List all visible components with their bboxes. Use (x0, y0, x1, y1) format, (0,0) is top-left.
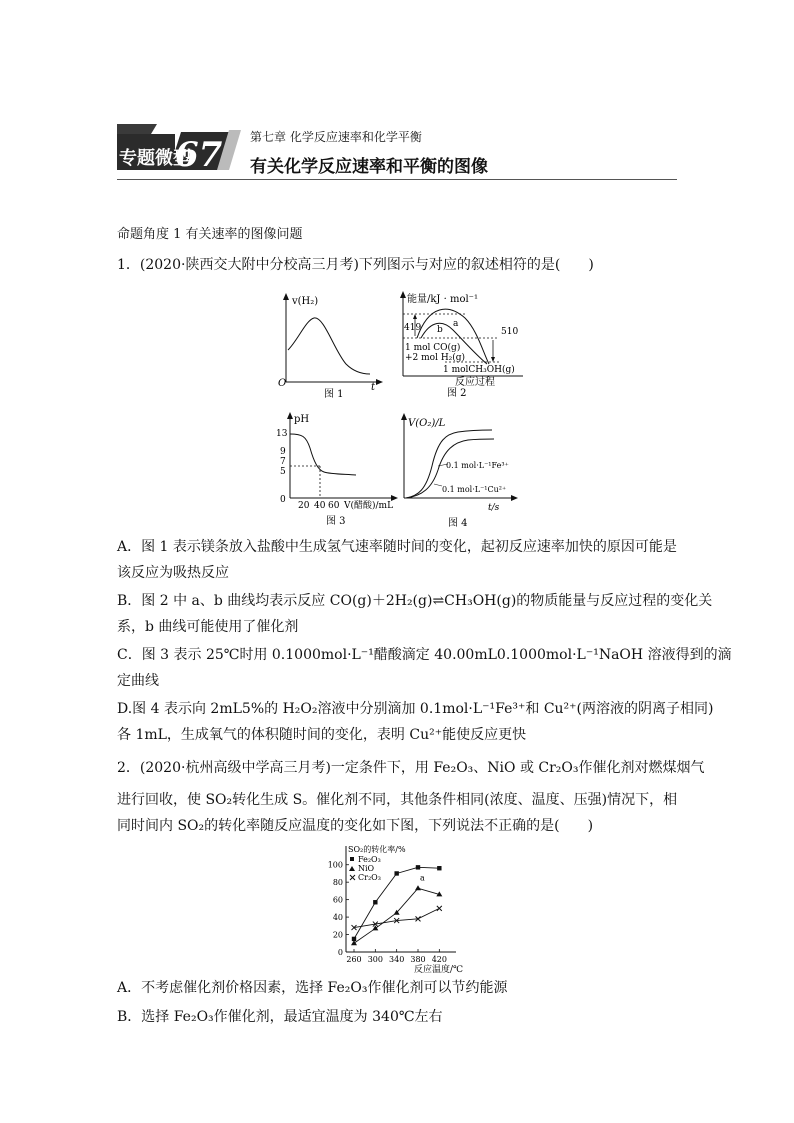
fig3-tick-9: 9 (280, 447, 286, 457)
x-tick-label: 340 (389, 955, 405, 964)
legend-label: NiO (358, 864, 375, 873)
q1-option-c-line2: 定曲线 (117, 673, 159, 689)
q1-option-b-line1: B．图 2 中 a、b 曲线均表示反应 CO(g)＋2H₂(g)⇌CH₃OH(g)的物质能量与反应过程的变化关 (117, 593, 713, 609)
y-axis-label: SO₂的转化率/% (348, 845, 406, 854)
x-tick-label: 260 (346, 955, 362, 964)
point-label-a: a (420, 873, 425, 883)
q2-option-b: B．选择 Fe₂O₃作催化剂，最适宜温度为 340℃左右 (117, 1009, 443, 1025)
legend-label: Cr₂O₃ (358, 873, 381, 882)
point-cr2o3 (437, 906, 442, 911)
fig3-xlabel: V(醋酸)/mL (344, 501, 394, 511)
point-fe2o3 (437, 866, 441, 870)
fig1-caption: 图 1 (324, 389, 344, 400)
q1-option-a-line1: A．图 1 表示镁条放入盐酸中生成氢气速率随时间的变化，起初反应速率加快的原因可能是 (117, 539, 677, 555)
y-tick-label: 20 (332, 930, 343, 940)
logo-graphic (117, 124, 247, 172)
fig2-tick-510: 510 (501, 327, 519, 337)
q1-option-d-line1: D.图 4 表示向 2mL5%的 H₂O₂溶液中分别滴加 0.1mol·L⁻¹Fe³⁺和 Cu²⁺(两溶液的阴离子相同) (117, 701, 714, 717)
x-tick-label: 300 (367, 955, 383, 964)
chapter-label: 第七章 化学反应速率和化学平衡 (250, 130, 422, 144)
fig4-ylabel: V(O₂)/L (408, 418, 446, 429)
figure-1 (278, 290, 388, 402)
fig3-tick-5: 5 (280, 467, 286, 477)
q2-stem-line2: 进行回收，使 SO₂转化生成 S。催化剂不同，其他条件相同(浓度、温度、压强)情况下，相 (117, 792, 678, 808)
fig2-reactant-1: 1 mol CO(g) (405, 343, 461, 353)
fig3-tick-x60: 60 (328, 501, 340, 511)
legend-marker-cr2o3 (350, 875, 355, 880)
fig2-label-a: a (453, 319, 459, 329)
fig2-product: 1 molCH₃OH(g) (443, 365, 515, 375)
fig1-ylabel: v(H₂) (292, 296, 319, 307)
point-fe2o3 (416, 865, 420, 869)
page-title: 有关化学反应速率和平衡的图像 (250, 157, 488, 177)
fig4-label-fe: 0.1 mol·L⁻¹Fe³⁺ (446, 461, 509, 470)
y-tick-label: 80 (332, 878, 343, 888)
legend-marker-nio (349, 866, 355, 871)
fig2-caption: 图 2 (447, 388, 467, 399)
fig2-reactant-2: +2 mol H₂(g) (405, 353, 466, 363)
legend-label: Fe₂O₃ (358, 855, 381, 864)
y-tick-label: 40 (332, 913, 343, 923)
y-tick-label: 0 (337, 948, 343, 957)
fig3-caption: 图 3 (326, 516, 346, 527)
y-tick-label: 60 (332, 895, 343, 905)
y-tick-label: 100 (327, 860, 343, 870)
q2-stem-line1: 2．(2020·杭州高级中学高三月考)一定条件下，用 Fe₂O₃、NiO 或 Cr₂O₃作催化剂对燃煤烟气 (117, 760, 705, 776)
fig1-origin: O (278, 378, 287, 389)
header-logo (117, 124, 247, 172)
q1-option-a-line2: 该反应为吸热反应 (117, 565, 229, 581)
fig3-tick-x40: 40 (314, 501, 326, 511)
point-nio (415, 885, 421, 890)
fig2-ylabel: 能量/kJ · mol⁻¹ (407, 294, 478, 305)
x-tick-label: 420 (431, 955, 447, 964)
so2-conversion-chart (310, 840, 480, 974)
fig2-label-b: b (437, 325, 443, 335)
fig3-tick-0: 0 (280, 495, 286, 505)
x-tick-label: 380 (410, 955, 426, 964)
header-rule (117, 179, 677, 180)
figure-4 (398, 410, 524, 530)
fig3-ylabel: pH (294, 414, 310, 425)
series-line-1 (354, 888, 439, 943)
fig4-caption: 图 4 (448, 518, 468, 529)
q1-option-b-line2: 系，b 曲线可能使用了催化剂 (117, 619, 299, 635)
q2-option-a: A．不考虑催化剂价格因素，选择 Fe₂O₃作催化剂可以节约能源 (117, 980, 508, 996)
q1-stem: 1．(2020·陕西交大附中分校高三月考)下列图示与对应的叙述相符的是( ) (117, 257, 594, 273)
logo-number: 67 (175, 135, 223, 172)
q2-stem-line3: 同时间内 SO₂的转化率随反应温度的变化如下图，下列说法不正确的是( ) (117, 818, 594, 834)
q1-option-d-line2: 各 1mL，生成氧气的体积随时间的变化，表明 Cu²⁺能使反应更快 (117, 727, 527, 743)
fig4-label-cu: 0.1 mol·L⁻¹Cu²⁺ (442, 485, 507, 494)
x-axis-label: 反应温度/℃ (414, 965, 464, 974)
logo-text: 专题微型 (119, 148, 191, 169)
legend-marker-fe2o3 (350, 857, 354, 861)
fig3-tick-x20: 20 (298, 501, 310, 511)
point-fe2o3 (394, 871, 398, 875)
figure-3 (272, 408, 404, 530)
fig3-tick-13: 13 (276, 429, 288, 439)
section-heading: 命题角度 1 有关速率的图像问题 (117, 227, 303, 242)
fig3-tick-7: 7 (280, 457, 286, 467)
fig4-xlabel: t/s (488, 503, 500, 513)
fig1-xlabel: t (371, 382, 376, 393)
fig2-xlabel: 反应过程 (455, 377, 495, 388)
q1-option-c-line1: C．图 3 表示 25℃时用 0.1000mol·L⁻¹醋酸滴定 40.00mL0.1000mol·L⁻¹NaOH 溶液得到的滴 (117, 647, 732, 663)
point-fe2o3 (373, 900, 377, 904)
figure-2 (395, 288, 535, 402)
fig2-tick-419: 419 (404, 323, 422, 333)
